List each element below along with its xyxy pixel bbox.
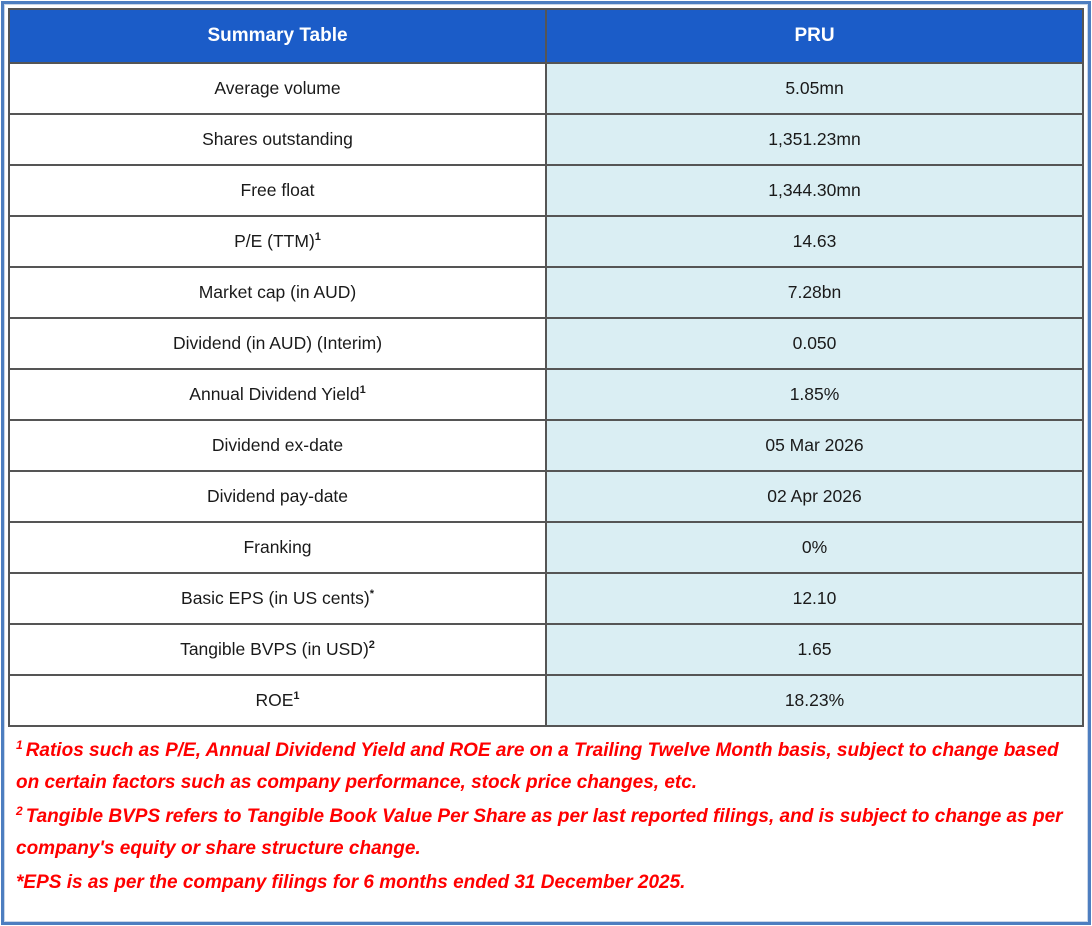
metric-label-cell bbox=[9, 624, 546, 675]
metric-value-cell: 1.65 bbox=[546, 624, 1083, 675]
metric-label: Tangible BVPS (in USD) bbox=[180, 639, 369, 659]
table-row bbox=[9, 63, 1083, 114]
metric-value-cell: 5.05mn bbox=[546, 63, 1083, 114]
metric-label-cell bbox=[9, 165, 546, 216]
metric-label: Annual Dividend Yield bbox=[189, 384, 360, 404]
metric-footnote-marker: * bbox=[369, 588, 374, 601]
metric-value-cell: 14.63 bbox=[546, 216, 1083, 267]
table-row bbox=[9, 573, 1083, 624]
metric-footnote-marker: 1 bbox=[314, 231, 321, 244]
metric-label: ROE bbox=[255, 690, 294, 710]
footnote-text: Tangible BVPS refers to Tangible Book Value Per Share as per last reported filings, and is subject to change as per company's equity or share structure change. bbox=[16, 806, 1063, 859]
metric-value-cell: 12.10 bbox=[546, 573, 1083, 624]
metric-label-cell bbox=[9, 471, 546, 522]
metric-label: Average volume bbox=[214, 78, 341, 98]
footnote-marker: 1 bbox=[16, 737, 23, 752]
metric-label: Franking bbox=[243, 537, 312, 557]
metric-label: Basic EPS (in US cents) bbox=[181, 588, 370, 608]
metric-value-cell: 1,351.23mn bbox=[546, 114, 1083, 165]
metric-label: P/E (TTM) bbox=[234, 231, 315, 251]
metric-value-cell: 02 Apr 2026 bbox=[546, 471, 1083, 522]
metric-footnote-marker: 1 bbox=[359, 384, 366, 397]
footnote-marker: 2 bbox=[16, 803, 23, 818]
metric-value-cell: 18.23% bbox=[546, 675, 1083, 726]
table-row bbox=[9, 624, 1083, 675]
header-row bbox=[9, 9, 1083, 63]
table-row bbox=[9, 420, 1083, 471]
footnote bbox=[16, 867, 1074, 899]
summary-table-header bbox=[9, 9, 1083, 63]
table-row bbox=[9, 216, 1083, 267]
metric-footnote-marker: 2 bbox=[368, 639, 375, 652]
metric-label: Dividend pay-date bbox=[206, 486, 349, 506]
table-row bbox=[9, 471, 1083, 522]
table-row bbox=[9, 267, 1083, 318]
table-row bbox=[9, 165, 1083, 216]
metric-label-cell bbox=[9, 63, 546, 114]
summary-table bbox=[8, 8, 1084, 727]
metric-label: Dividend ex-date bbox=[211, 435, 344, 455]
table-row bbox=[9, 318, 1083, 369]
metric-footnote-marker: 1 bbox=[293, 690, 300, 703]
footnote bbox=[16, 735, 1074, 799]
table-row bbox=[9, 369, 1083, 420]
footnote-text: Ratios such as P/E, Annual Dividend Yield and ROE are on a Trailing Twelve Month basis, subject to change based on certain factors such as company performance, stock price changes, etc. bbox=[16, 740, 1059, 793]
metric-label-cell bbox=[9, 522, 546, 573]
table-row bbox=[9, 675, 1083, 726]
summary-table-body bbox=[9, 63, 1083, 726]
metric-label-cell bbox=[9, 420, 546, 471]
metric-label-cell bbox=[9, 318, 546, 369]
metric-label-cell bbox=[9, 573, 546, 624]
document-frame bbox=[1, 1, 1091, 925]
metric-value-cell: 1.85% bbox=[546, 369, 1083, 420]
metric-label-cell bbox=[9, 114, 546, 165]
metric-value-cell: 1,344.30mn bbox=[546, 165, 1083, 216]
footnote-text: *EPS is as per the company filings for 6 months ended 31 December 2025. bbox=[16, 872, 686, 893]
metric-label: Shares outstanding bbox=[202, 129, 353, 149]
metric-label-cell bbox=[9, 216, 546, 267]
header-cell-ticker: PRU bbox=[546, 9, 1083, 63]
header-cell-summary-table: Summary Table bbox=[9, 9, 546, 63]
metric-value-cell: 05 Mar 2026 bbox=[546, 420, 1083, 471]
footnotes-section bbox=[8, 727, 1084, 899]
metric-value-cell: 7.28bn bbox=[546, 267, 1083, 318]
metric-label: Market cap (in AUD) bbox=[198, 282, 357, 302]
metric-value-cell: 0.050 bbox=[546, 318, 1083, 369]
footnote bbox=[16, 801, 1074, 865]
table-row bbox=[9, 114, 1083, 165]
metric-label-cell bbox=[9, 267, 546, 318]
metric-value-cell: 0% bbox=[546, 522, 1083, 573]
metric-label: Free float bbox=[240, 180, 315, 200]
metric-label-cell bbox=[9, 369, 546, 420]
metric-label: Dividend (in AUD) (Interim) bbox=[172, 333, 383, 353]
table-row bbox=[9, 522, 1083, 573]
metric-label-cell bbox=[9, 675, 546, 726]
